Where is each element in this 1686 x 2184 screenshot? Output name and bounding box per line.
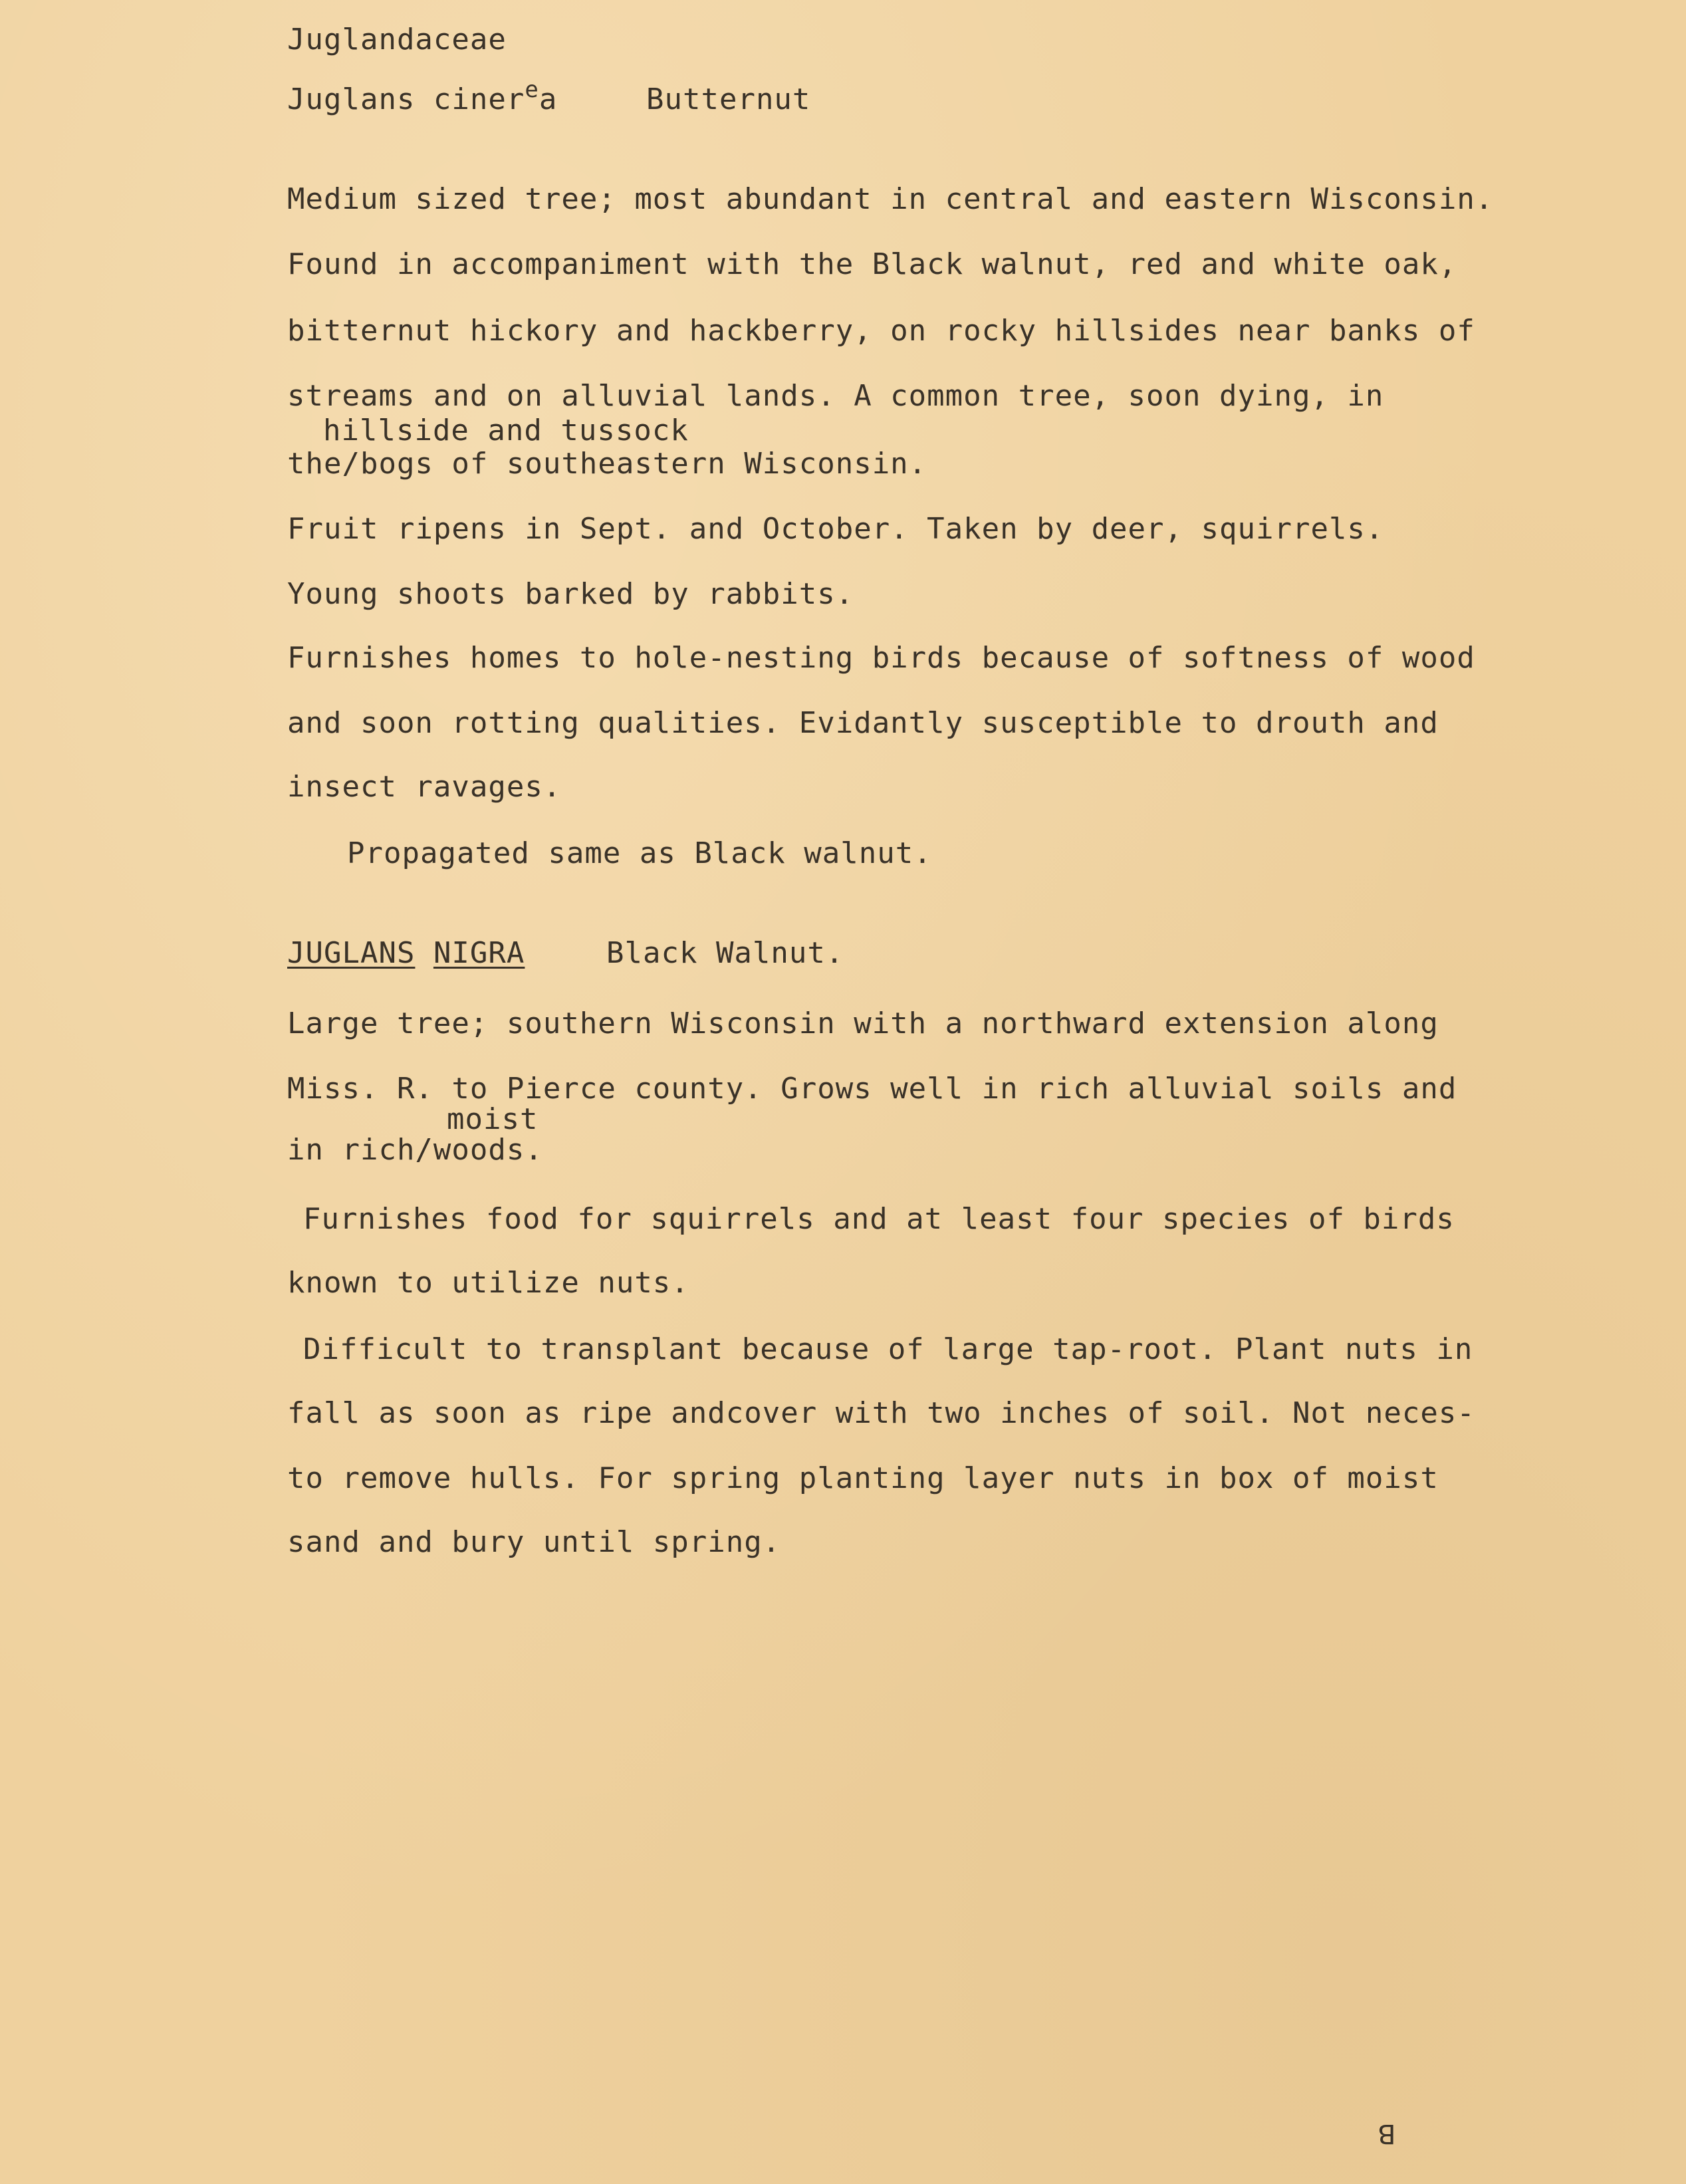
butternut-line-11: Propagated same as Black walnut. (347, 836, 932, 870)
butternut-line-insertion: hillside and tussock (323, 414, 689, 447)
butternut-line-7: Young shoots barked by rabbits. (287, 577, 854, 611)
butternut-line-10: insect ravages. (287, 770, 562, 804)
butternut-latin-b: a (539, 82, 558, 116)
black-walnut-line-9: sand and bury until spring. (287, 1525, 781, 1559)
butternut-common-name: Butternut (646, 82, 811, 116)
black-walnut-genus: JUGLANS (287, 936, 416, 970)
black-walnut-line-1: Large tree; southern Wisconsin with a northward extension along (287, 1007, 1439, 1040)
butternut-latin-correction: e (525, 76, 539, 103)
black-walnut-species: NIGRA (433, 936, 525, 970)
black-walnut-line-7: fall as soon as ripe andcover with two inches of soil. Not neces- (287, 1396, 1475, 1430)
butternut-line-6: Fruit ripens in Sept. and October. Taken by deer, squirrels. (287, 512, 1384, 546)
black-walnut-common-name: Black Walnut. (606, 936, 844, 970)
black-walnut-heading (287, 937, 525, 969)
butternut-latin-name (287, 76, 558, 118)
black-walnut-line-4: Furnishes food for squirrels and at least four species of birds (303, 1202, 1455, 1236)
butternut-line-2: Found in accompaniment with the Black walnut, red and white oak, (287, 247, 1457, 281)
butternut-line-5: the/bogs of southeastern Wisconsin. (287, 447, 927, 481)
black-walnut-line-insertion: moist (447, 1102, 539, 1136)
black-walnut-line-3: in rich/woods. (287, 1133, 543, 1167)
black-walnut-line-8: to remove hulls. For spring planting layer nuts in box of moist (287, 1461, 1439, 1495)
family-heading: Juglandaceae (287, 23, 507, 57)
black-walnut-line-6: Difficult to transplant because of large tap-root. Plant nuts in (303, 1332, 1473, 1366)
butternut-latin-a: Juglans ciner (287, 82, 525, 116)
butternut-line-8: Furnishes homes to hole-nesting birds because of softness of wood (287, 641, 1475, 675)
butternut-line-3: bitternut hickory and hackberry, on rocky hillsides near banks of (287, 314, 1475, 348)
black-walnut-line-2: Miss. R. to Pierce county. Grows well in rich alluvial soils and (287, 1072, 1457, 1106)
butternut-line-9: and soon rotting qualities. Evidantly susceptible to drouth and (287, 706, 1439, 740)
page-mark: B (1378, 2118, 1396, 2149)
butternut-line-1: Medium sized tree; most abundant in central and eastern Wisconsin. (287, 182, 1494, 216)
black-walnut-line-5: known to utilize nuts. (287, 1266, 689, 1300)
butternut-line-4: streams and on alluvial lands. A common tree, soon dying, in (287, 379, 1384, 413)
